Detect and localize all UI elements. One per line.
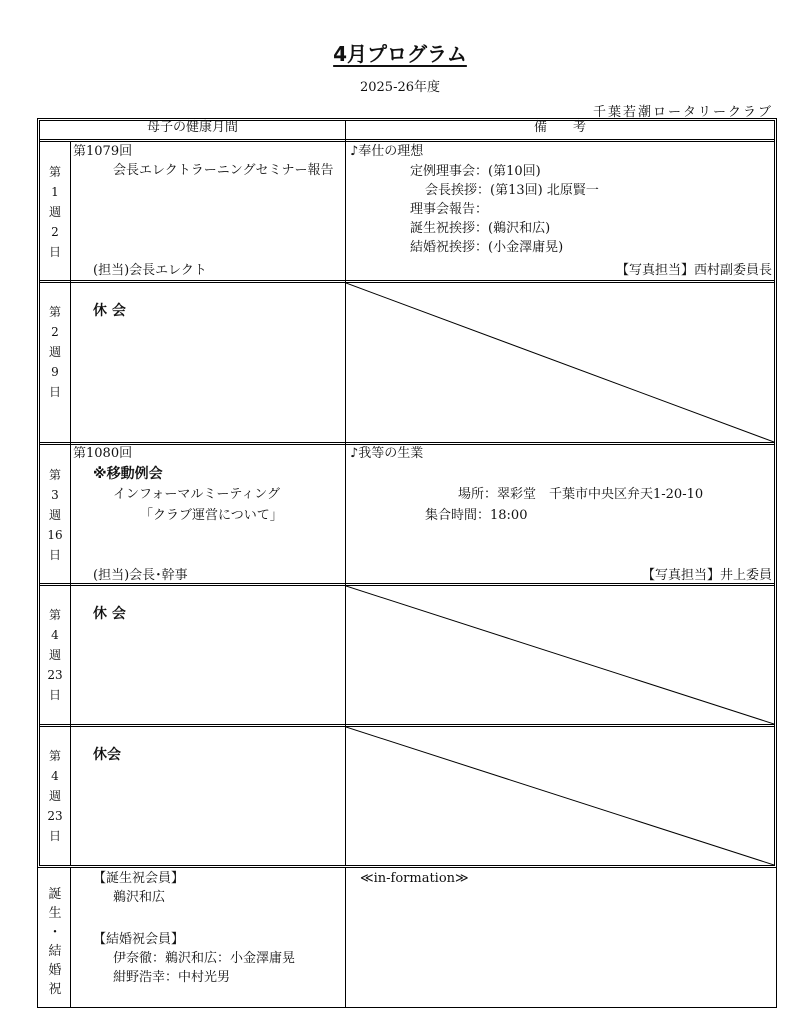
photo-credit: 【写真担当】井上委員: [641, 568, 772, 583]
wedding-title: 【結婚祝会員】: [93, 932, 185, 947]
wedding-members: 伊奈徹：鵜沢和広：小金澤庸晃: [113, 951, 296, 966]
program-text: インフォーマルミーティング: [113, 487, 281, 502]
note-line: 会長挨拶：(第13回) 北原賢一: [425, 183, 599, 198]
program-text: 会長エレクトラーニングセミナー報告: [113, 163, 334, 178]
meeting-time: 集合時間：18:00: [425, 508, 528, 523]
program-text: 「クラブ運営について」: [140, 508, 283, 523]
rest-label: 休 会: [93, 303, 126, 319]
bottom-divider: [70, 868, 71, 1008]
week-label: 第 4 週 23 日: [47, 608, 63, 702]
photo-credit: 【写真担当】西村副委員長: [615, 263, 772, 278]
note-line: 定例理事会：(第10回): [410, 164, 541, 179]
wedding-members: 紺野浩幸：中村光男: [113, 970, 231, 985]
birthday-title: 【誕生祝会員】: [93, 871, 185, 886]
week-label: 第 3 週 16 日: [47, 468, 63, 562]
person-in-charge: (担当)会長エレクト: [93, 263, 207, 278]
meeting-number: 第1079回: [73, 144, 133, 159]
week-column-divider: [70, 142, 71, 865]
blank-diagonal: [346, 727, 774, 865]
venue-text: 場所：翠彩堂 千葉市中央区弁天1-20-10: [458, 487, 704, 502]
birthday-members: 鵜沢和広: [113, 890, 166, 905]
blank-diagonal: [346, 586, 774, 724]
rest-label: 休 会: [93, 606, 126, 622]
page-title: 4月プログラム: [333, 42, 467, 66]
column-header-right: 備 考: [533, 120, 586, 135]
week-label: 第 2 週 9 日: [48, 305, 61, 399]
blank-diagonal: [346, 283, 774, 442]
event-highlight: ※移動例会: [93, 466, 163, 482]
song-title: ♪奉仕の理想: [350, 144, 424, 159]
rest-label: 休会: [93, 747, 121, 763]
column-header-left: 母子の健康月間: [146, 120, 238, 135]
bottom-divider: [345, 868, 346, 1008]
person-in-charge: (担当)会長･幹事: [93, 568, 188, 583]
week-label: 第 1 週 2 日: [48, 165, 61, 259]
fiscal-year: 2025-26年度: [359, 80, 441, 95]
meeting-number: 第1080回: [73, 446, 133, 461]
note-line: 結婚祝挨拶：(小金澤庸晃): [410, 240, 564, 255]
song-title: ♪我等の生業: [350, 446, 424, 461]
celebration-label: 誕 生 ・ 結 婚 祝: [48, 887, 62, 997]
information-label: ≪in-formation≫: [360, 871, 469, 886]
club-name: 千葉若潮ロータリークラブ: [592, 105, 773, 120]
header-divider: [40, 139, 774, 142]
note-line: 誕生祝挨拶：(鵜沢和広): [410, 221, 551, 236]
week-label: 第 4 週 23 日: [47, 749, 63, 843]
note-line: 理事会報告：: [410, 202, 489, 217]
